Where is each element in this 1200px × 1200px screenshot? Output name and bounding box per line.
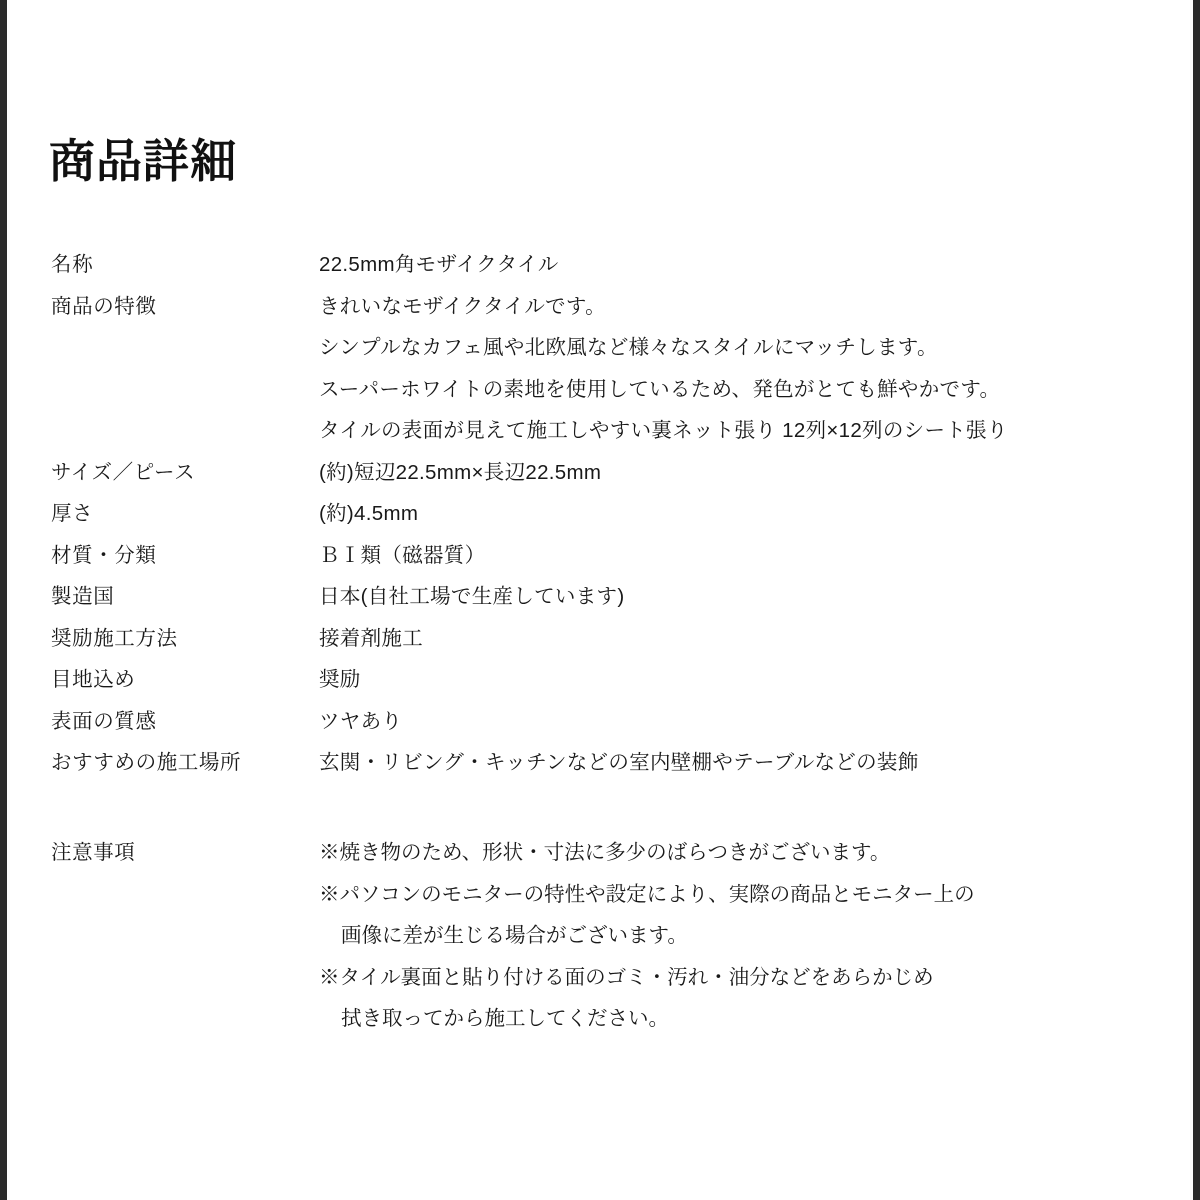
spec-value-line: ＢⅠ類（磁器質）	[319, 543, 486, 567]
table-row	[51, 753, 1151, 795]
table-row	[51, 297, 1151, 463]
table-row	[51, 670, 1151, 712]
spec-label-features: 商品の特徴	[51, 294, 157, 318]
spec-value-material-class	[319, 543, 1151, 588]
spec-value-line: スーパーホワイトの素地を使用しているため、発色がとても鮮やかです。	[319, 377, 1001, 401]
spec-value-country	[319, 587, 1151, 629]
spec-value-line: シンプルなカフェ風や北欧風など様々なスタイルにマッチします。	[319, 336, 938, 359]
spec-label-recommended-method: 奨励施工方法	[51, 626, 178, 650]
spec-value-name	[319, 255, 1151, 297]
table-row	[51, 587, 1151, 629]
spec-value-line: (約)4.5mm	[319, 502, 419, 525]
table-row	[51, 712, 1151, 754]
spec-value-line: 玄関・リビング・キッチンなどの室内壁棚やテーブルなどの装飾	[319, 751, 919, 774]
note-line: 拭き取ってから施工してください。	[341, 1007, 669, 1030]
spec-value-recommended-method	[319, 626, 1151, 671]
spec-value-line: 22.5mm角モザイクタイル	[319, 253, 559, 276]
spec-label-recommended-place: おすすめの施工場所	[51, 751, 242, 774]
spec-value-line: 奨励	[319, 668, 361, 691]
spec-value-line: 接着剤施工	[319, 626, 423, 650]
table-row	[51, 463, 1151, 505]
table-row	[51, 629, 1151, 671]
page-title: 商品詳細	[49, 135, 237, 187]
note-line: ※パソコンのモニターの特性や設定により、実際の商品とモニター上の	[319, 882, 975, 906]
document-content	[47, 0, 1163, 1200]
spec-value-line: きれいなモザイクタイルです。	[319, 294, 606, 318]
notes-label: 注意事項	[51, 841, 136, 864]
spec-value-line: 日本(自社工場で生産しています)	[319, 585, 625, 608]
spec-value-surface-texture	[319, 709, 1151, 754]
spec-label-name: 名称	[51, 253, 94, 276]
table-row	[51, 546, 1151, 588]
spec-value-thickness	[319, 504, 1151, 546]
spec-value-features	[319, 294, 1151, 463]
spec-value-size-per-piece	[319, 460, 1151, 505]
table-row	[51, 255, 1151, 297]
spec-label-thickness: 厚さ	[51, 502, 94, 525]
note-line: ※タイル裏面と貼り付ける面のゴミ・汚れ・油分などをあらかじめ	[319, 965, 934, 989]
spec-value-recommended-place	[319, 753, 1151, 795]
specification-table	[51, 255, 1151, 795]
spec-label-size-per-piece: サイズ／ピース	[51, 460, 196, 484]
notes-table	[51, 843, 1151, 1030]
spec-label-material-class: 材質・分類	[51, 543, 157, 567]
note-line: ※焼き物のため、形状・寸法に多少のばらつきがございます。	[319, 841, 891, 864]
notes-value	[319, 843, 1151, 1030]
spec-value-line: ツヤあり	[319, 709, 403, 733]
table-row	[51, 843, 1151, 1030]
spec-label-grouting: 目地込め	[51, 668, 136, 691]
table-row	[51, 504, 1151, 546]
note-line: 画像に差が生じる場合がございます。	[341, 924, 688, 947]
spec-value-line: タイルの表面が見えて施工しやすい裏ネット張り 12列×12列のシート張り	[319, 419, 1008, 442]
spec-label-surface-texture: 表面の質感	[51, 709, 157, 733]
spec-value-line: (約)短辺22.5mm×長辺22.5mm	[319, 460, 602, 484]
spec-value-grouting	[319, 670, 1151, 712]
spec-label-country: 製造国	[51, 585, 115, 608]
